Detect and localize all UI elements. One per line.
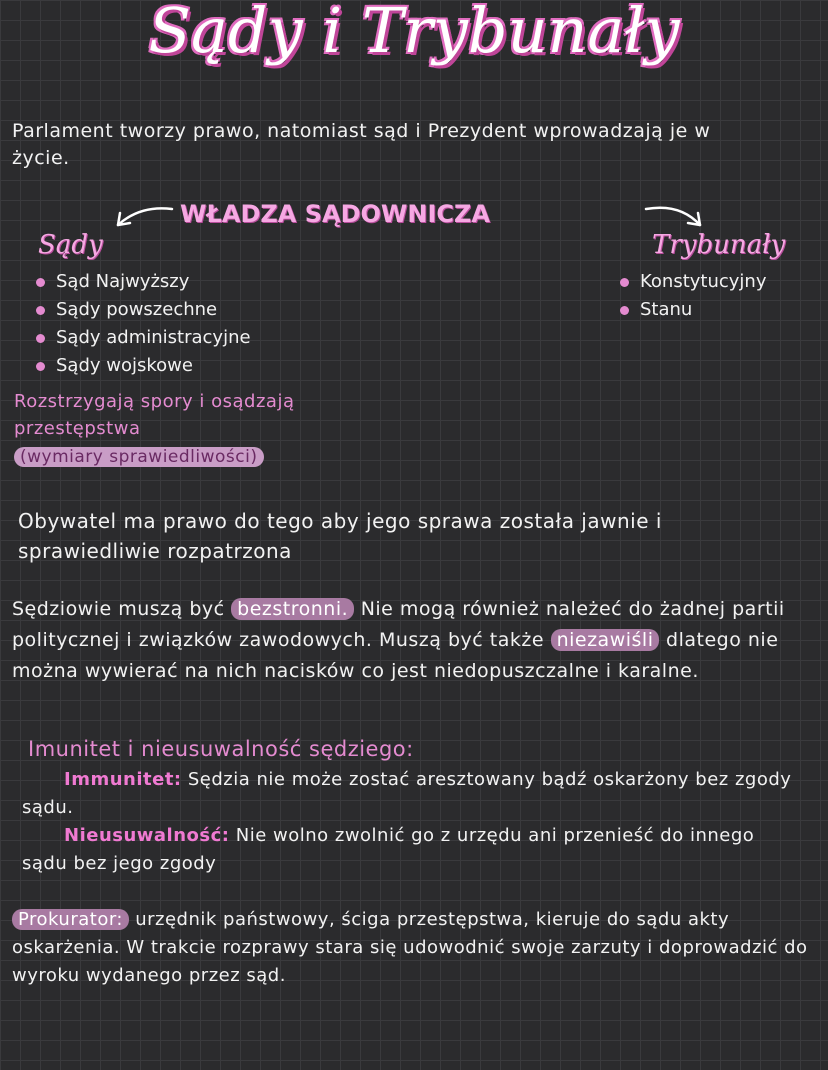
bullet-icon	[36, 334, 45, 343]
tribunals-list	[618, 268, 818, 324]
intro-text: Parlament tworzy prawo, natomiast sąd i Prezydent wprowadzają je w życie.	[12, 120, 711, 169]
list-item: Sądy wojskowe	[34, 352, 354, 380]
immunity-term: Immunitet:	[64, 769, 182, 790]
courts-heading: Sądy	[38, 230, 103, 260]
list-item: Sąd Najwyższy	[34, 268, 354, 296]
citizen-text: Obywatel ma prawo do tego aby jego sprawa została jawnie i sprawiedliwie rozpatrzona	[18, 509, 662, 563]
immunity-item: Immunitet: Sędzia nie może zostać aresztowany bądź oskarżony bez zgody sądu.	[22, 769, 792, 818]
irremovability-item: Nieusuwalność: Nie wolno zwolnić go z urzędu ani przenieść do innego sądu bez jego zgody	[22, 825, 755, 874]
list-item: Stanu	[618, 296, 818, 324]
list-item: Sądy powszechne	[34, 296, 354, 324]
tribunals-heading: Trybunały	[652, 230, 786, 260]
highlight-impartial: bezstronni.	[231, 598, 354, 620]
bullet-icon	[620, 306, 629, 315]
bullet-icon	[36, 306, 45, 315]
courts-list	[34, 268, 354, 380]
courts-description-highlight: (wymiary sprawiedliwości)	[14, 447, 264, 467]
prosecutor-paragraph: Prokurator: urzędnik państwowy, ściga przestępstwa, kieruje do sądu akty oskarżenia. W trakcie rozprawy stara się udowodnić swoje zarzuty i doprowadzić do wyroku wydanego przez sąd.	[12, 909, 808, 986]
page-title: Sądy i Trybunały	[148, 0, 680, 67]
prosecutor-term: Prokurator:	[12, 909, 129, 930]
immunity-heading: Imunitet i nieusuwalność sędziego:	[28, 737, 414, 761]
irremovability-term: Nieusuwalność:	[64, 825, 230, 846]
bullet-icon	[620, 278, 629, 287]
right-arrow-icon	[640, 195, 720, 235]
highlight-independent: niezawiśli	[551, 629, 660, 651]
list-item: Konstytucyjny	[618, 268, 818, 296]
courts-description: Rozstrzygają spory i osądzają przestępstwa	[14, 391, 295, 439]
left-arrow-icon	[100, 195, 180, 235]
list-item: Sądy administracyjne	[34, 324, 354, 352]
judges-paragraph: Sędziowie muszą być bezstronni. Nie mogą również należeć do żadnej partii politycznej i związków zawodowych. Muszą być także niezawiśli dlatego nie można wywierać na nich nacisków co jest niedopuszczalne i karalne.	[12, 598, 785, 682]
center-heading: WŁADZA SĄDOWNICZA	[180, 200, 490, 228]
bullet-icon	[36, 362, 45, 371]
bullet-icon	[36, 278, 45, 287]
